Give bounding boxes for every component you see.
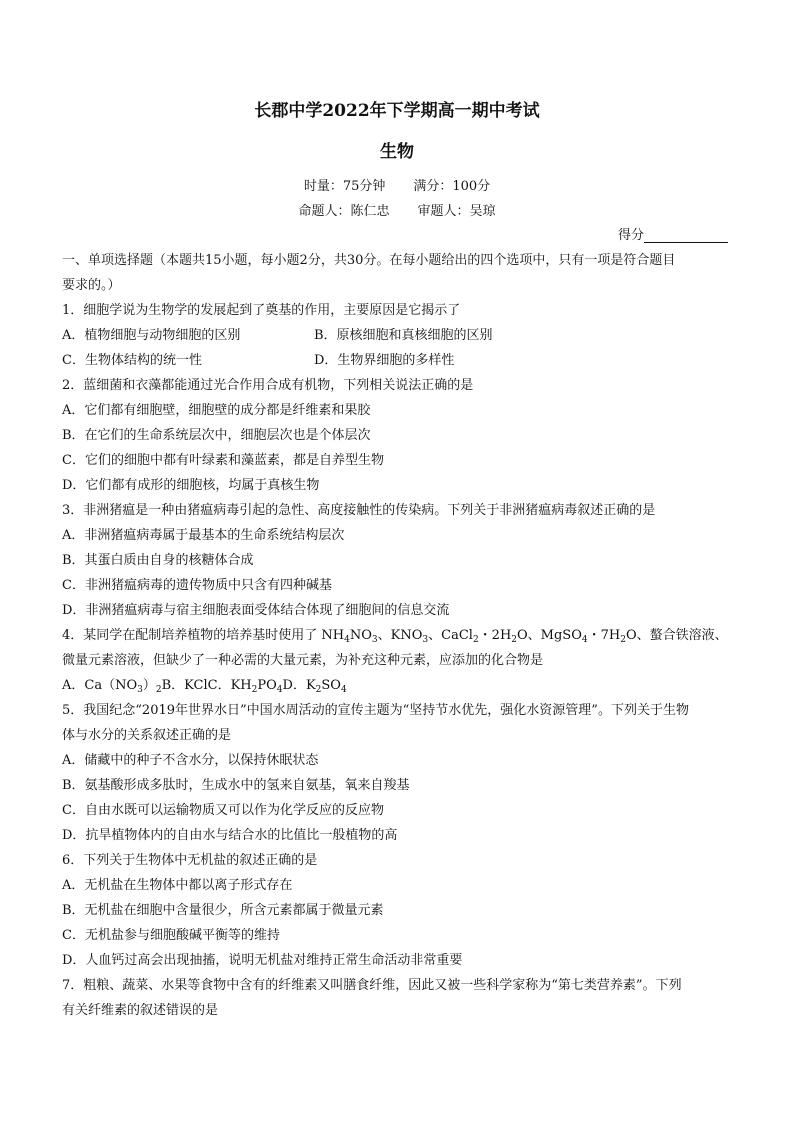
q3-option-b: B．其蛋白质由自身的核糖体合成 — [62, 553, 254, 568]
q5-option-b: B．氨基酸形成多肽时，生成水中的氢来自氨基，氧来自羧基 — [62, 778, 410, 793]
time-label: 时量：75分钟 — [303, 179, 386, 194]
q3-stem: 3．非洲猪瘟是一种由猪瘟病毒引起的急性、高度接触性的传染病。下列关于非洲猪瘟病毒叙述正确的是 — [62, 503, 656, 518]
q4-option-c-sub: 2 — [251, 685, 258, 695]
q2-stem: 2．蓝细菌和衣藻都能通过光合作用合成有机物，下列相关说法正确的是 — [62, 378, 474, 393]
q5-option-a: A．储藏中的种子不含水分，以保持休眠状态 — [62, 753, 319, 768]
q6-stem: 6．下列关于生物体中无机盐的叙述正确的是 — [62, 853, 318, 868]
exam-title: 长郡中学2022年下学期高一期中考试 — [254, 101, 540, 121]
q7-stem-line1: 7．粗粮、蔬菜、水果等食物中含有的纤维素又叫膳食纤维，因此又被一些科学家称为“第七类营养素”。下列 — [62, 978, 682, 993]
q4-option-d-part: D．K — [282, 678, 316, 693]
q4-option-d-sub: 2 — [315, 685, 322, 695]
author-line — [0, 200, 794, 219]
q4-subscript: 2 — [620, 635, 626, 645]
q4-subscript: 2 — [472, 635, 479, 645]
q2-option-d: D．它们都有成形的细胞核，均属于真核生物 — [62, 478, 320, 493]
q4-option-a-sub: 3 — [137, 685, 143, 695]
q4-stem-line1 — [62, 623, 734, 648]
section-intro-line1: 一、单项选择题（本题共15小题，每小题2分，共30分。在每小题给出的四个选项中，只有一项是符合题目 — [62, 253, 676, 268]
q5-option-c: C．自由水既可以运输物质又可以作为化学反应的反应物 — [62, 803, 384, 818]
q4-option-a — [62, 678, 162, 693]
question-content — [62, 248, 734, 1023]
q4-stem-part: 4．某同学在配制培养植物的培养基时使用了 NH — [62, 628, 345, 643]
section-intro-line2: 要求的。） — [62, 278, 121, 293]
q4-stem-part: NO — [349, 628, 372, 643]
q4-subscript: 3 — [371, 635, 378, 645]
score-field[interactable] — [618, 224, 728, 243]
q4-stem-part: O、MgSO — [517, 628, 582, 643]
q1-options-row2 — [62, 348, 734, 373]
q1-options-row1 — [62, 323, 734, 348]
q4-stem-part: 、CaCl — [428, 628, 473, 643]
q4-stem-part: O、螯合铁溶液、 — [625, 628, 728, 643]
q4-option-d — [283, 678, 347, 693]
author-label: 命题人：陈仁忠 — [298, 204, 390, 219]
q4-stem-part: ・2H — [478, 628, 512, 643]
q6-option-c: C．无机盐参与细胞酸碱平衡等的维持 — [62, 928, 280, 943]
q1-option-c: C．生物体结构的统一性 — [62, 353, 202, 368]
q3-option-a: A．非洲猪瘟病毒属于最基本的生命系统结构层次 — [62, 528, 345, 543]
q4-option-d-part: SO — [321, 678, 341, 693]
q3-option-c: C．非洲猪瘟病毒的遗传物质中只含有四种碱基 — [62, 578, 332, 593]
score-blank-line[interactable] — [644, 228, 728, 243]
q2-option-b: B．在它们的生命系统层次中，细胞层次也是个体层次 — [62, 428, 371, 443]
q4-option-a-part: ） — [142, 678, 156, 693]
q2-option-a: A．它们都有细胞壁，细胞壁的成分都是纤维素和果胶 — [62, 403, 371, 418]
q4-stem-part: ・7H — [587, 628, 621, 643]
q7-stem-line2: 有关纤维素的叙述错误的是 — [62, 1003, 219, 1018]
q4-option-c-part: PO — [257, 678, 277, 693]
q1-option-a: A．植物细胞与动物细胞的区别 — [62, 328, 241, 343]
q4-option-c — [208, 678, 283, 693]
subject-title: 生物 — [380, 142, 414, 162]
q1-stem: 1．细胞学说为生物学的发展起到了奠基的作用，主要原因是它揭示了 — [62, 303, 461, 318]
q4-subscript: 3 — [422, 635, 429, 645]
q1-option-b: B．原核细胞和真核细胞的区别 — [314, 328, 493, 343]
q4-subscript: 2 — [511, 635, 518, 645]
q4-options-row — [62, 673, 734, 698]
q4-subscript: 4 — [344, 635, 350, 645]
q4-stem-part: 、KNO — [377, 628, 423, 643]
q6-option-b: B．无机盐在细胞中含量很少，所含元素都属于微量元素 — [62, 903, 384, 918]
q2-option-c: C．它们的细胞中都有叶绿素和藻蓝素，都是自养型生物 — [62, 453, 384, 468]
q6-option-d: D．人血钙过高会出现抽搐，说明无机盐对维持正常生命活动非常重要 — [62, 953, 463, 968]
score-label: 得分 — [618, 228, 645, 243]
q4-option-c-sub: 4 — [276, 685, 283, 695]
q3-option-d: D．非洲猪瘟病毒与宿主细胞表面受体结合体现了细胞间的信息交流 — [62, 603, 450, 618]
reviewer-label: 审题人：吴琼 — [417, 204, 496, 219]
q5-stem-line2: 体与水分的关系叙述正确的是 — [62, 728, 232, 743]
full-score-label: 满分：100分 — [413, 179, 491, 194]
q6-option-a: A．无机盐在生物体中都以离子形式存在 — [62, 878, 293, 893]
q4-option-b: B．KCl — [161, 678, 208, 693]
q4-option-a-sub: 2 — [155, 685, 162, 695]
q4-option-d-sub: 4 — [340, 685, 347, 695]
q4-option-a-part: A．Ca（NO — [62, 678, 138, 693]
exam-meta-line — [0, 175, 794, 194]
q4-subscript: 4 — [581, 635, 588, 645]
q4-stem-line2: 微量元素溶液，但缺少了一种必需的大量元素，为补充这种元素，应添加的化合物是 — [62, 653, 544, 668]
q5-option-d: D．抗旱植物体内的自由水与结合水的比值比一般植物的高 — [62, 828, 398, 843]
q5-stem-line1: 5．我国纪念“2019年世界水日”中国水周活动的宣传主题为“坚持节水优先，强化水资源管理”。下列关于生物 — [62, 703, 689, 718]
q4-option-c-part: C．KH — [207, 678, 252, 693]
q1-option-d: D．生物界细胞的多样性 — [314, 353, 455, 368]
